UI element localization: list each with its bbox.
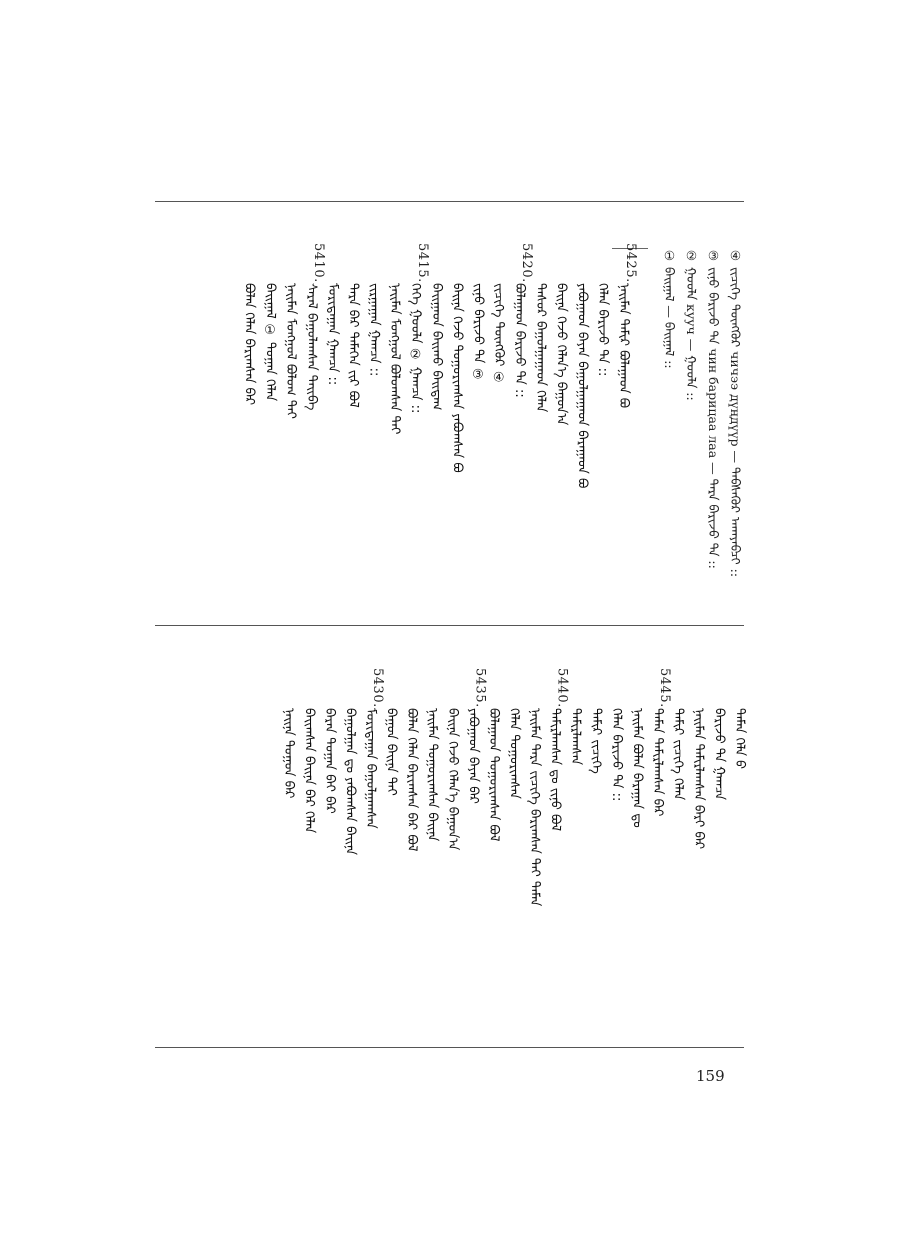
verse-text: ᠲᠡᠮᠡᠨ ᠬᠡᠯᠡ ᠪ xyxy=(732,708,747,769)
verse-text: ᠬᠡᠯᠡᠨ ᠪᠠᠷᠢᠵᠤ ᠲᠡ :: xyxy=(609,708,624,802)
footnote-marker: ② xyxy=(684,248,699,263)
verse-text: ᠪᠠᠭᠤᠨ ᠪᠠᠢᠨᠠ ᠲᠠᠢ xyxy=(383,708,399,796)
line-number: 5445. xyxy=(657,668,672,708)
verse-text: ᠵᠢᠴᠢᠭᠡ ᠳᠦᠩᠭᠦᠷ ④ xyxy=(491,283,507,386)
verse-text: ᠮᠣᠷᠢᠳᠠᠭᠠᠨ ᠭᠠᠭᠴᠠ :: xyxy=(324,283,340,386)
verse-text: ᠪᠠᠷᠠᠨ ᠲᠣᠭᠠᠨ ᠪᠠᠢ ᠪᠡᠷ xyxy=(322,708,337,814)
verse-text: ᠬᠡᠬᠡ ᠭᠣᠣᠯᠠ ② ᠭᠠᠭᠴᠠ :: xyxy=(408,283,423,414)
footnote-text: ᠭᠣᠣᠯᠠ кууч — ᠭᠣᠣᠯᠠ :: xyxy=(684,263,699,401)
middle-rule xyxy=(155,625,744,626)
footnote xyxy=(700,248,724,569)
verse-text: ᠨᠠᠢᠮᠠᠨ ᠪᠣᠯᠠᠨ ᠪᠠᠷᠠᠭᠠᠨ ᠳᠤ xyxy=(629,708,645,828)
verse-text: ᠨᠠᠢᠮᠠᠨ ᠲᠣᠭᠣᠷᠢᠭᠰᠠᠨ ᠪᠠᠢᠨᠠ xyxy=(424,708,440,842)
line-number: 5430. xyxy=(370,668,385,708)
verse-text: ᠲᠠᠮᠢᠷᠯᠠᠭᠰᠠᠨ xyxy=(568,708,583,766)
verse-text: ᠪᠠᠭᠤᠯᠭᠠᠨ ᠳᠤ ᠶᠠᠪᠤᠭᠰᠠᠨ ᠪᠠᠢᠨᠠ xyxy=(342,708,358,856)
verse-text: ᠨᠠᠢᠮᠠᠨ ᠮᠣᠩᠭᠣᠯ ᠪᠣᠯᠣᠭ ᠲᠠᠢ xyxy=(283,283,299,419)
bottom-rule xyxy=(155,1047,744,1048)
line-number: 5415. xyxy=(415,243,430,283)
verse-text: ᠬᠡᠯᠡᠨ ᠲᠣᠭᠣᠷᠢᠭᠰᠠᠨ xyxy=(506,708,522,799)
verse-text: ᠲᠡᠷᠡ ᠪᠡᠷ ᠲᠡᠮᠡᠭᠡᠨ ᠵᠢᠷ ᠪᠣᠯ xyxy=(345,283,361,408)
verse-text: ᠪᠠᠢᠭᠠᠯ ① ᠲᠣᠭᠠᠨ ᠬᠡᠯᠡᠨ xyxy=(262,283,278,402)
verse-text: ᠮᠣᠷᠢᠳᠠᠭᠠᠨ ᠪᠠᠭᠤᠯᠭᠠᠭᠰᠠᠨ xyxy=(363,708,378,829)
footnote-text: ᠪᠠᠢᠭᠠᠯ — ᠪᠠᠢᠭᠠᠯ :: xyxy=(662,263,677,369)
footnote-text: ᠵᠢᠨᠤ ᠪᠠᠷᠢᠵᠤ ᠲᠡ чин барицаа лаа — ᠲᠡᠷᠡ ᠪᠠᠷᠢᠵᠤ ᠲᠡ :: xyxy=(706,263,721,569)
top-rule xyxy=(155,201,744,202)
verse-text: ᠲᠠᠮᠢᠷᠯᠠᠭᠰᠠᠨ ᠳᠤ ᠵᠢᠨᠤ ᠪᠣᠯ xyxy=(547,708,563,832)
verse-text: ᠵᠢᠷᠭᠠᠭᠠᠨ ᠭᠠᠭᠴᠠ :: xyxy=(366,283,382,377)
verse-text: ᠪᠣᠯᠠᠨ ᠬᠡᠯᠡᠨ ᠪᠠᠷᠢᠭᠰᠠᠨ ᠪᠡᠷ ᠪᠣᠯ xyxy=(404,708,419,852)
verse-text: ᠬᠡᠯᠡᠨ ᠪᠠᠷᠢᠵᠤ ᠲᠡ :: xyxy=(595,283,611,377)
verse-text: ᠲᠡᠮᠡᠨ ᠲᠠᠮᠢᠷᠯᠠᠭᠰᠠᠨ ᠪᠡᠷ xyxy=(650,708,665,817)
verse-text: ᠶᠠᠪᠤᠭᠠᠳ ᠪᠡᠶᠡᠨ ᠪᠠᠭᠤᠯᠭᠠᠭᠠᠳ ᠪᠠᠷᠠᠭᠠᠳ ᠪᠣ xyxy=(574,283,590,489)
footnote xyxy=(722,248,746,577)
line-number: 5420. xyxy=(519,243,534,283)
verse-text: ᠶᠠᠪᠤᠭᠠᠳ ᠪᠡᠶᠡᠨ ᠪᠡᠷ xyxy=(465,708,481,804)
verse-text: ᠪᠣᠯᠠᠭᠠᠳ ᠲᠣᠭᠣᠷᠢᠭᠰᠠᠨ ᠪᠣᠯ xyxy=(486,708,501,842)
line-number: 5410. xyxy=(311,243,326,283)
footnote-text: ᠵᠢᠴᠢᠭᠡ ᠳᠦᠩᠭᠦᠷ чичээ дүңдүүр — ᠳᠡᠪᠰᠡᠭᠦᠷ ᠋ᠠᠬᠠᠶᠠᠪᠴᠢ :: xyxy=(728,263,743,578)
page-number: 159 xyxy=(696,1067,725,1085)
verse-text: ᠪᠠᠢᠭᠰᠠᠨ ᠪᠠᠢᠨᠠ ᠪᠡᠷ ᠬᠡᠯᠡᠨ xyxy=(301,708,317,834)
verse-text: ᠪᠣᠯᠠᠭᠠᠳ ᠪᠠᠷᠢᠵᠤ ᠲᠡ :: xyxy=(512,283,527,398)
line-number: 5440. xyxy=(554,668,570,708)
footnote-marker: ① xyxy=(662,248,677,263)
footnote xyxy=(656,248,680,369)
line-number: 5435. xyxy=(472,668,488,708)
verse-text: ᠲᠠᠰᠤᠷ ᠪᠠᠭᠤᠯᠭᠠᠭᠠᠳ ᠬᠡᠯᠡᠨ xyxy=(532,283,548,413)
verse-text: ᠪᠠᠢᠨᠠ ᠭᠡᠵᠦ ᠬᠡᠯᠡᠨ᠎ᠡ ᠪᠠᠭᠤᠨ᠎ᠠ xyxy=(553,283,569,426)
line-number: 5425. xyxy=(623,243,638,283)
verse-text: ᠪᠠᠷᠢᠵᠤ ᠲᠡ ᠭᠠᠭᠴᠠ xyxy=(711,708,727,801)
verse-text: ᠨᠠᠢᠮᠠᠨ ᠲᠠᠮᠢᠷ ᠪᠣᠯᠠᠭᠠᠳ ᠪᠣ xyxy=(616,283,631,409)
verse-text: ᠨᠠᠢᠮᠠᠨ ᠲᠠᠮᠢᠷᠯᠠᠭᠰᠠᠨ ᠪᠠᠷᠢ ᠪᠡᠷ xyxy=(691,708,706,850)
footnote-marker: ③ xyxy=(706,248,721,263)
verse-text: ᠵᠢᠨᠤ ᠪᠠᠷᠢᠵᠤ ᠲᠡ ③ xyxy=(470,283,486,383)
footnote xyxy=(678,248,702,401)
verse-text: ᠨᠠᠢᠮᠠᠨ ᠲᠡᠷᠡ ᠵᠢᠴᠢᠭᠡ ᠪᠠᠷᠢᠭᠰᠠᠨ ᠲᠠᠢ ᠲᠡᠮᠡᠨ xyxy=(527,708,542,907)
verse-text: ᠪᠣᠯᠠᠨ ᠬᠡᠯᠡᠨ ᠪᠠᠷᠢᠭᠰᠠᠨ ᠪᠡᠷ xyxy=(241,283,257,406)
verse-text: ᠲᠠᠮᠢᠷ ᠵᠢᠴᠢᠭᠡ ᠬᠡᠯᠡᠨ xyxy=(670,708,686,801)
verse-text: ᠲᠠᠮᠢᠷ ᠵᠢᠴᠢᠭᠡ xyxy=(588,708,604,774)
footnote-marker: ④ xyxy=(728,248,743,263)
verse-text: ᠰᠠᠷᠠᠯ ᠪᠠᠭᠤᠯᠠᠭᠰᠠᠨ ᠲᠠᠢᠪᠠ xyxy=(304,283,319,411)
verse-text: ᠨᠠᠢᠨᠠ ᠲᠣᠭᠣᠨ ᠪᠡᠷ xyxy=(281,708,296,799)
verse-text: ᠪᠠᠢᠨᠠ ᠭᠡᠵᠦ ᠲᠣᠭᠣᠷᠢᠭᠰᠠᠨ ᠶᠠᠪᠤᠭᠰᠠᠨ ᠪᠣ xyxy=(449,283,465,473)
verse-text: ᠨᠠᠢᠮᠠᠨ ᠮᠣᠩᠭᠣᠯ ᠪᠣᠯᠣᠭᠰᠠᠨ ᠲᠠᠢ xyxy=(387,283,403,435)
verse-text: ᠪᠠᠢᠨᠠ ᠭᠡᠵᠦ ᠬᠡᠯᠡᠨ᠎ᠡ ᠪᠠᠭᠤᠨ᠎ᠠ xyxy=(445,708,460,851)
verse-text: ᠪᠠᠢᠭᠠᠳ ᠪᠠᠢᠬᠤ ᠪᠠᠢᠳᠠᠭ xyxy=(428,283,444,411)
